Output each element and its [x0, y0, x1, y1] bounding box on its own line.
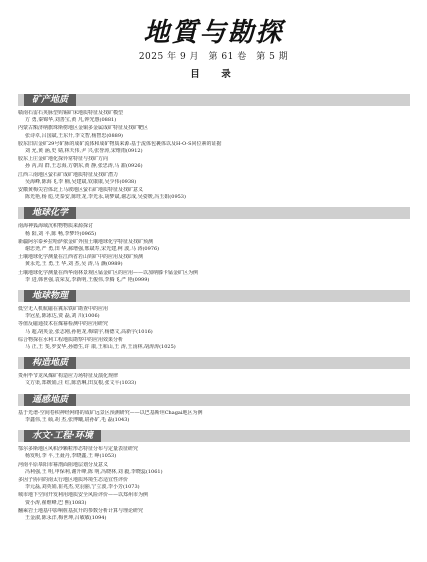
article-authors-page: 张诗卓,吕国斌,王东升,李文智,杨智忠(0889): [25, 132, 123, 139]
article-authors-page: 杨 阳,刘 平,陈 畅,李梦玲(0965): [25, 230, 97, 237]
article-authors-page: 马 正,王 斐,罗安华,孙德生,许 康,王和山,王 涛,王汤林,胡涛涛(1025): [25, 344, 176, 351]
article-title: 赣南石雷石英脉型钨锡矿床地质特征及找矿模型: [18, 110, 124, 116]
section-title: 地球物理: [24, 290, 76, 302]
section-title: 地球化学: [24, 207, 76, 219]
section-header: [18, 207, 410, 219]
toc-entry[interactable]: [18, 254, 410, 268]
article-title: 等值反磁通技术在煤幂检测中的应用研究: [18, 321, 109, 328]
section-title: 构造地质: [24, 357, 76, 369]
section-header: [18, 290, 410, 302]
toc-entry[interactable]: [18, 270, 410, 284]
toc-entry[interactable]: [18, 492, 410, 506]
article-title: 多因子协同的南太行地区地质环境生态适宜性评价: [18, 476, 129, 483]
article-authors-page: 文方渠,郑媛娟,汪 红,陈浩琳,田友根,张文平(1033): [25, 380, 137, 387]
article-authors-page: 李冠星,陈冰达,贾 磊,刘 川(1006): [25, 313, 100, 320]
toc-entry[interactable]: [18, 172, 410, 186]
toc-entry[interactable]: [18, 446, 410, 460]
section-header: [18, 94, 410, 106]
section-title: 矿产地质: [24, 94, 76, 106]
article-title: 土壤地球化学测量在江西省若山钨矿中的应用及找矿预测: [18, 254, 144, 261]
article-authors-page: 刘 允,黄 涵,史 婧,林天伟,尹 兴,张誉涛,宋维雨(0912): [25, 148, 143, 155]
toc-entry[interactable]: [18, 125, 410, 139]
article-title: 江西三南地区萤石矿成矿地质特征及找矿潜力: [18, 171, 119, 178]
section-title: 水文·工程·环境: [24, 430, 101, 442]
toc-entry[interactable]: [18, 306, 410, 320]
article-title: 贵州毕节龙凤煤矿构造应力场特征及演化规律: [18, 373, 119, 380]
article-title: 鄂尔多斯地区风积沙颗粒形态特征分布与定量表征研究: [18, 446, 139, 453]
issue-info: 2025 年 9 月 第 61 卷 第 5 期: [138, 52, 289, 62]
toc-entry[interactable]: [18, 337, 410, 351]
article-authors-page: 吴海峰,陈海飞,李 楠,吴建斌,钦康康,吴少伟(0938): [25, 178, 137, 185]
article-authors-page: 谢忠尧,严 勇,田 华,郝增强,邢斌寿,宋光建,柯 波,马 涛(0976): [25, 246, 160, 253]
article-title: 城市地下空间开发利用地质安全风险评价——以郑州市为例: [18, 492, 149, 499]
toc-entry[interactable]: [18, 187, 410, 201]
journal-logo: 地質与勘探: [143, 18, 284, 48]
article-title: 低空无人机航磁在冀东铁矿勘查中的应用: [18, 306, 109, 313]
section-header: [18, 357, 410, 369]
toc-entry[interactable]: [18, 462, 410, 476]
section-header: [18, 430, 410, 442]
toc-entry[interactable]: [18, 239, 410, 253]
article-title: 胶东旧店金矿29号矿脉的成矿流体和成矿物质来源:基于流体包裹体以及H-O-S同位素的证据: [18, 140, 222, 147]
article-title: 新疆阿尔泰乡拉哈萨依金矿外围土壤地球化学特征及找矿预测: [18, 238, 154, 245]
article-authors-page: 李鑫伟,王 硕,胡 杰,张博曦,尉孙矿,毛 磊(1043): [25, 416, 130, 423]
table-of-contents: [18, 88, 410, 523]
article-title: 内蒙古額济纳旗珠斯楞地区金铜多金属成矿特征及找矿靶区: [18, 125, 149, 132]
toc-entry[interactable]: [18, 321, 410, 335]
article-title: 河南平原皋阳市幂剖面阻地层划分及意义: [18, 461, 109, 468]
article-title: 安徽黄梅尖岩体北上马坡地区萤石矿地质特征及找矿意义: [18, 187, 144, 194]
toc-entry[interactable]: [18, 110, 410, 124]
toc-entry[interactable]: [18, 410, 410, 424]
article-title: 翻乘岩土地基中影响桩基抗升的参数分析计算与理论研究: [18, 507, 144, 514]
article-title: 基于光谱-空间卷积神经网络的成矿远景区预测研究——以巴基斯坦Chagai地区为例: [18, 409, 203, 416]
article-title: 南海神狐海域沉积物物质来源探讨: [18, 223, 94, 230]
toc-entry[interactable]: [18, 223, 410, 237]
section-header: [18, 394, 410, 406]
toc-entry[interactable]: [18, 373, 410, 387]
article-authors-page: 李元磊,刘英娟,崔兆杰,党羽丽,宁立波,李小芳(1073): [25, 484, 140, 491]
toc-heading: 目 录: [190, 69, 237, 80]
toc-entry[interactable]: [18, 508, 410, 522]
article-authors-page: 杨发明,李 平,王聂丹,李晓鑫,王 峥(1053): [25, 453, 117, 460]
section-title: 遥感地质: [24, 394, 76, 406]
article-authors-page: 陈光艳,杨 彪,史泰安,陈旺龙,李光永,胡梦斌,谢志成,吴姿媛,冯玉娟(0953): [25, 194, 186, 201]
toc-entry[interactable]: [18, 156, 410, 170]
article-authors-page: 黄永光,王 勇,王 华,刘 杰,吴 涛,马 灏(0989): [25, 261, 123, 268]
article-authors-page: 马 超,胡英金,张志刚,孙艳龙,梅瑞宇,杨德文,高新宇(1016): [25, 328, 153, 335]
article-authors-page: 冯利强,王 明,申保利,谢升峰,陈 明,冯晓林,刘 毅,李晓蕊(1061): [25, 468, 163, 475]
article-title: 综合物探在水利工程地质勘察中的应用效果分析: [18, 336, 124, 343]
toc-entry[interactable]: [18, 477, 410, 491]
article-authors-page: 孙 芮,周 群,王志海,方朝东,黄 静,张忠涛,马 甜(0926): [25, 163, 143, 170]
toc-entry[interactable]: [18, 141, 410, 155]
article-authors-page: 李 进,韩世强,袁荣友,李新明,王俊伟,李腾飞,严 艳(0999): [25, 276, 150, 283]
article-authors-page: 王金淑,陈永洋,梅世坤,吕敏敏(1094): [25, 514, 107, 521]
article-title: 胶东上庄金矿地化探异常特征与找矿方向: [18, 156, 109, 163]
article-authors-page: 方 勇,秦锦华,刘善宝,黄 凡,钟光惠(0881): [25, 117, 117, 124]
article-title: 土壤地球化学测量在西华南林景观区锰金矿区的应用——以加纳滕卡锰金矿区为例: [18, 269, 199, 276]
article-authors-page: 贾小涛,翟维峰,巴 熙(1083): [25, 499, 87, 506]
